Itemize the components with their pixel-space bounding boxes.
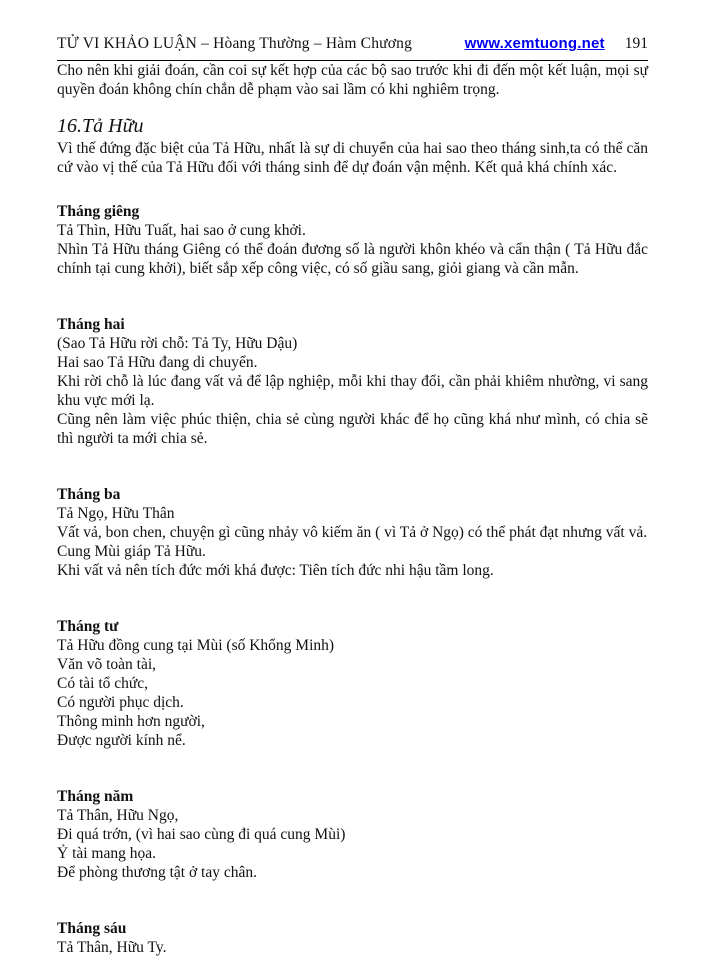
section-lead-paragraph: Vì thế đứng đặc biệt của Tả Hữu, nhất là sự di chuyển của hai sao theo tháng sinh,ta có thể căn cứ vào vị thế của Tả Hữu đối với tháng sinh để dự đoán vận mệnh. Kết quả khá chính xác. xyxy=(57,140,648,176)
month-section-ba xyxy=(57,485,648,580)
month-line: Cũng nên làm việc phúc thiện, chia sẻ cùng người khác để họ cũng khá như mình, có chia sẽ thì người ta mới chia sẻ. xyxy=(57,411,648,447)
month-title: Tháng ba xyxy=(57,486,121,503)
month-section-sau xyxy=(57,919,648,957)
intro-paragraph: Cho nên khi giải đoán, cần coi sự kết hợp của các bộ sao trước khi đi đến một kết luận, mọi sự quyền đoán không chín chắn dễ phạm vào sai lầm có khi nghiêm trọng. xyxy=(57,62,648,98)
month-line: Tả Thân, Hữu Ty. xyxy=(57,939,167,956)
month-line: (Sao Tả Hữu rời chỗ: Tả Ty, Hữu Dậu) xyxy=(57,335,298,352)
month-line: Tả Ngọ, Hữu Thân xyxy=(57,505,175,522)
month-title: Tháng sáu xyxy=(57,920,127,937)
month-line: Thông minh hơn người, xyxy=(57,713,205,730)
month-title: Tháng hai xyxy=(57,316,125,333)
month-line: Tả Thìn, Hữu Tuất, hai sao ở cung khởi. xyxy=(57,222,306,239)
page-number: 191 xyxy=(624,35,648,52)
month-line: Văn võ toàn tài, xyxy=(57,656,157,673)
header-title: TỬ VI KHẢO LUẬN – Hòang Thường – Hàm Chương xyxy=(57,35,413,52)
month-section-tu xyxy=(57,617,648,750)
month-line: Được người kính nể. xyxy=(57,732,186,749)
header-right xyxy=(465,34,648,53)
month-line: Có tài tổ chức, xyxy=(57,675,149,692)
page-header xyxy=(57,34,648,53)
month-line: Để phòng thương tật ở tay chân. xyxy=(57,864,257,881)
section-heading: 16.Tả Hữu xyxy=(57,115,144,137)
month-line: Khi rời chỗ là lúc đang vất vả để lập nghiệp, mỗi khi thay đổi, cần phải khiêm nhường, vi sang khu vực mới lạ. xyxy=(57,373,648,409)
month-line: Có người phục dịch. xyxy=(57,694,184,711)
month-section-hai xyxy=(57,315,648,448)
month-line: Nhìn Tả Hữu tháng Giêng có thể đoán đương số là người khôn khéo và cẩn thận ( Tả Hữu đắc chính tại cung khởi), biết sắp xếp công việc, có số giầu sang, giỏi giang và cần mẫn. xyxy=(57,241,648,277)
month-line: Ỷ tài mang họa. xyxy=(57,845,157,862)
month-line: Tả Thân, Hữu Ngọ, xyxy=(57,807,179,824)
month-line: Vất vả, bon chen, chuyện gì cũng nhảy vô kiếm ăn ( vì Tả ở Ngọ) có thể phát đạt nhưng vất vả. xyxy=(57,524,648,541)
month-line: Hai sao Tả Hữu đang di chuyển. xyxy=(57,354,258,371)
month-line: Cung Mùi giáp Tả Hữu. xyxy=(57,543,206,560)
month-line: Tả Hữu đồng cung tại Mùi (số Khổng Minh) xyxy=(57,637,335,654)
page-body xyxy=(57,61,648,957)
month-title: Tháng năm xyxy=(57,788,134,805)
month-line: Đi quá trớn, (vì hai sao cùng đi quá cung Mùi) xyxy=(57,826,346,843)
website-link[interactable]: www.xemtuong.net xyxy=(464,35,605,52)
month-section-nam xyxy=(57,787,648,882)
month-section-gieng xyxy=(57,202,648,278)
month-line: Khi vất vả nên tích đức mới khá được: Tiên tích đức nhi hậu tầm long. xyxy=(57,562,494,579)
month-title: Tháng giêng xyxy=(57,203,140,220)
month-title: Tháng tư xyxy=(57,618,119,635)
